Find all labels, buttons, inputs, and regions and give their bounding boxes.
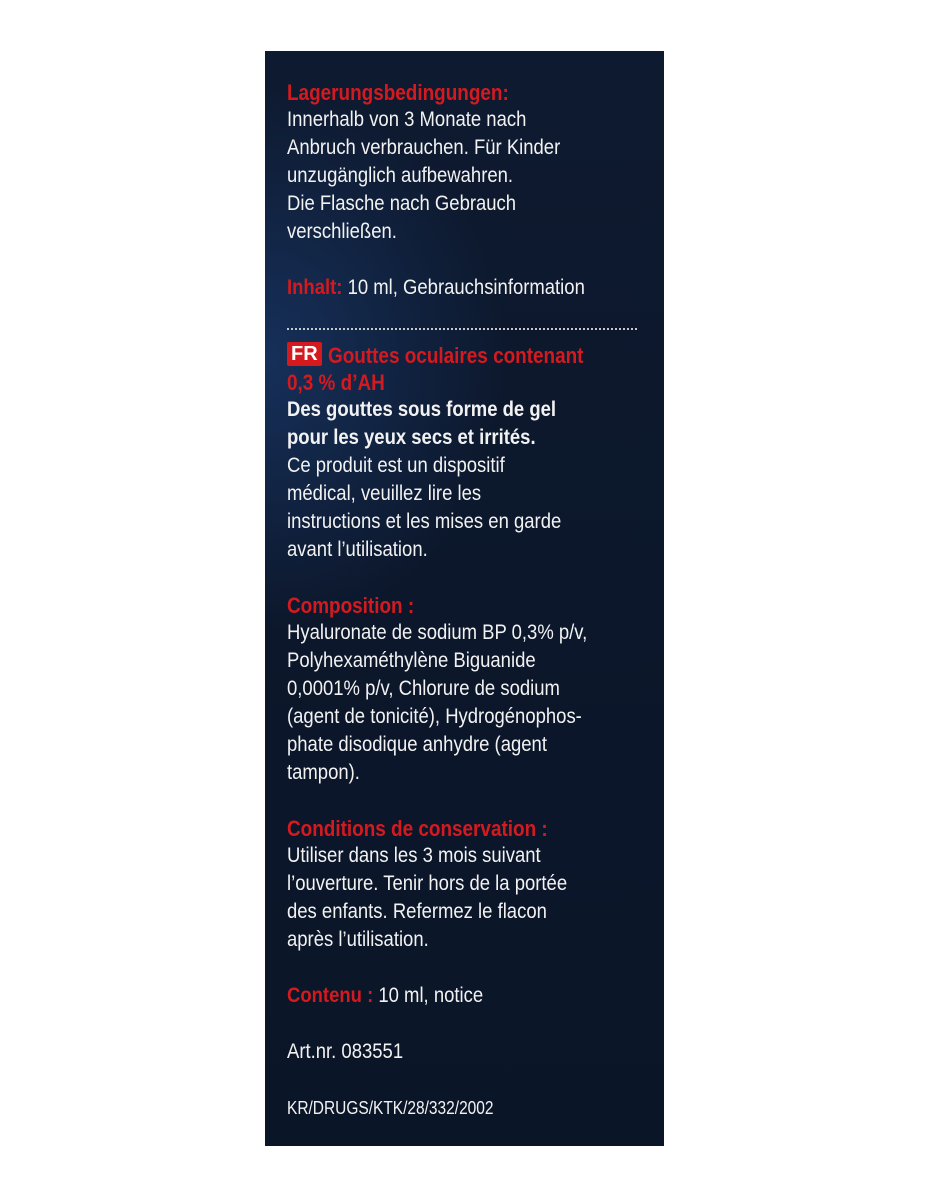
fr-title-line1: FR Gouttes oculaires contenant (287, 342, 664, 369)
fr-composition-heading: Composition : (287, 593, 415, 618)
de-storage-text: Innerhalb von 3 Monate nach Anbruch verbrauchen. Für Kinder unzugänglich aufbewahren. Die Flasche nach Gebrauch verschließen. (287, 108, 561, 243)
fr-intro-text: Ce produit est un dispositif médical, veuillez lire les instructions et les mises en garde avant l’utilisation. (287, 454, 562, 561)
de-content-label: Inhalt: (287, 276, 343, 299)
fr-storage-heading: Conditions de conservation : (287, 816, 548, 841)
fr-storage-text: Utiliser dans les 3 mois suivant l’ouverture. Tenir hors de la portée des enfants. Refermez le flacon après l’utilisation. (287, 844, 568, 951)
fr-title-line2: 0,3 % d’AH (287, 370, 385, 395)
fr-content-row (287, 982, 619, 1010)
section-divider (287, 328, 637, 330)
article-number: Art.nr. 083551 (287, 1040, 404, 1063)
de-storage-heading: Lagerungsbedingungen: (287, 80, 509, 105)
fr-language-badge: FR (287, 342, 322, 366)
fr-bold-text: Des gouttes sous forme de gel pour les yeux secs et irrités. (287, 398, 557, 449)
fr-content-value: 10 ml, notice (373, 984, 484, 1007)
fr-composition-text: Hyaluronate de sodium BP 0,3% p/v, Polyhexaméthylène Biguanide 0,0001% p/v, Chlorure de sodium (agent de tonicité), Hydrogénophos- phate disodique anhydre (agent tampon). (287, 621, 588, 784)
de-content-row (287, 274, 619, 302)
de-content-value: 10 ml, Gebrauchsinformation (342, 276, 585, 299)
registration-number: KR/DRUGS/KTK/28/332/2002 (287, 1098, 494, 1118)
fr-content-label: Contenu : (287, 984, 374, 1007)
label-panel (265, 51, 664, 1146)
